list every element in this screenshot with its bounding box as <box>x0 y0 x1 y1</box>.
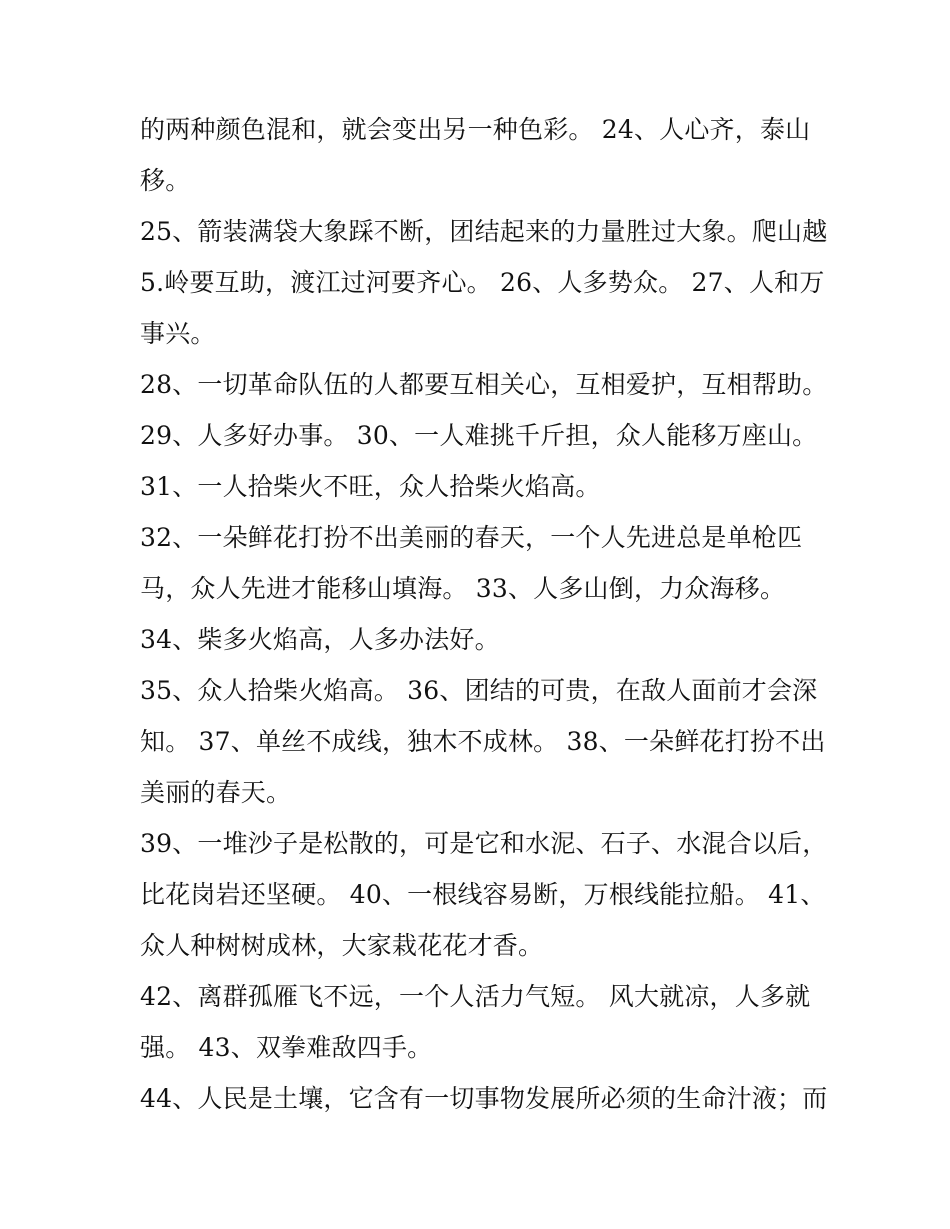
text-line: 32、一朵鲜花打扮不出美丽的春天，一个人先进总是单枪匹 <box>140 523 803 552</box>
text-line: 25、箭装满袋大象踩不断，团结起来的力量胜过大象。爬山越 <box>140 217 828 246</box>
text-line: 的两种颜色混和，就会变出另一种色彩。 24、人心齐，泰山 <box>140 115 811 144</box>
text-line: 移。 <box>140 166 191 195</box>
text-line: 34、柴多火焰高，人多办法好。 <box>140 625 500 654</box>
text-line: 5.岭要互助，渡江过河要齐心。 26、人多势众。 27、人和万 <box>140 268 825 297</box>
text-line: 42、离群孤雁飞不远，一个人活力气短。 风大就凉，人多就 <box>140 982 811 1011</box>
text-line: 美丽的春天。 <box>140 778 292 807</box>
text-line: 马，众人先进才能移山填海。 33、人多山倒，力众海移。 <box>140 574 786 603</box>
text-line: 28、一切革命队伍的人都要互相关心，互相爱护，互相帮助。 <box>140 370 828 399</box>
text-line: 强。 43、双拳难敌四手。 <box>140 1033 433 1062</box>
text-line: 知。 37、单丝不成线，独木不成林。 38、一朵鲜花打扮不出 <box>140 727 826 756</box>
text-line: 29、人多好办事。 30、一人难挑千斤担，众人能移万座山。 <box>140 421 818 450</box>
text-line: 事兴。 <box>140 319 216 348</box>
text-line: 比花岗岩还坚硬。 40、一根线容易断，万根线能拉船。 41、 <box>140 880 826 909</box>
text-line: 39、一堆沙子是松散的，可是它和水泥、石子、水混合以后， <box>140 829 828 858</box>
text-line: 44、人民是土壤，它含有一切事物发展所必须的生命汁液；而 <box>140 1084 828 1113</box>
text-line: 众人种树树成林，大家栽花花才香。 <box>140 931 544 960</box>
text-line: 35、众人拾柴火焰高。 36、团结的可贵，在敌人面前才会深 <box>140 676 818 705</box>
text-line: 31、一人拾柴火不旺，众人拾柴火焰高。 <box>140 472 601 501</box>
document-body <box>140 104 828 1124</box>
